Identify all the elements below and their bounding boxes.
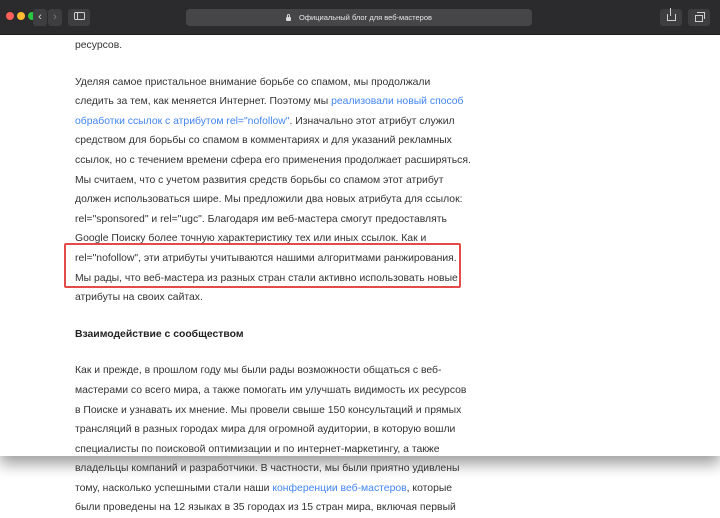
article-line: Мы считаем, что с учетом развития средств борьбы со спамом этот атрибут xyxy=(75,174,444,186)
article-line: должен использоваться шире. Мы предложили два новых атрибута для ссылок: xyxy=(75,194,463,206)
sidebar-toggle-button[interactable] xyxy=(68,9,90,26)
nofollow-link[interactable]: реализовали новый способ xyxy=(331,96,464,108)
article-line: ссылок, но с течением времени сфера его применения продолжает расширяться. xyxy=(75,154,471,166)
close-window-button[interactable] xyxy=(6,12,14,20)
article-line: владельцы компаний и разработчики. В частности, мы были приятно удивлены xyxy=(75,463,460,475)
forward-button[interactable]: › xyxy=(48,9,62,26)
article-line: Google Поиску более точную характеристику тех или иных ссылок. Как и xyxy=(75,233,427,245)
article-line: rel="nofollow", эти атрибуты учитываются нашими алгоритмами ранжирования. xyxy=(75,252,457,264)
article-text: следить за тем, как меняется Интернет. Поэтому мы xyxy=(75,96,332,108)
article-line: Уделяя самое пристальное внимание борьбе со спамом, мы продолжали xyxy=(75,76,431,88)
article-line: мастерами со всего мира, а также помогать им улучшать видимость их ресурсов xyxy=(75,384,467,396)
article-line xyxy=(75,92,465,112)
article-text: тому, насколько успешными стали наши xyxy=(75,482,273,494)
tabs-icon xyxy=(695,15,703,22)
tab-overview-button[interactable] xyxy=(688,9,710,26)
lock-icon xyxy=(286,17,291,21)
article-line: трансляций в разных городах мира для огромной аудитории, в которую вошли xyxy=(75,424,456,436)
article-line: Как и прежде, в прошлом году мы были рады возможности общаться с веб- xyxy=(75,365,442,377)
article-text: . Изначально этот атрибут служил xyxy=(289,115,455,127)
article-line: были проведены на 12 языках в 35 городах из 15 стран мира, включая первый xyxy=(75,502,456,514)
minimize-window-button[interactable] xyxy=(17,12,25,20)
highlighted-line: атрибуты на своих сайтах. xyxy=(75,292,203,304)
browser-toolbar xyxy=(0,0,720,35)
section-heading: Взаимодействие с сообществом xyxy=(75,328,244,340)
article-line xyxy=(75,112,465,132)
nofollow-link-cont[interactable]: обработки ссылок с атрибутом rel="nofollow" xyxy=(75,115,290,127)
highlight-box xyxy=(64,243,461,288)
article-text: , которые xyxy=(406,482,453,494)
article-line: ресурсов. xyxy=(75,40,123,51)
address-bar[interactable] xyxy=(186,9,532,26)
page-title: Официальный блог для веб-мастеров xyxy=(299,13,432,22)
article-line: средством для борьбы со спамом в комментариях и для указаний рекламных xyxy=(75,135,452,147)
back-button[interactable]: ‹ xyxy=(33,9,47,26)
article-line: в Поиске и узнавать их мнение. Мы провели свыше 150 консультаций и прямых xyxy=(75,404,462,416)
article-line: специалисты по поисковой оптимизации и по интернет-маркетингу, а также xyxy=(75,443,440,455)
share-icon xyxy=(667,14,676,21)
article-line: rel="sponsored" и rel="ugc". Благодаря им веб-мастера смогут предоставлять xyxy=(75,213,447,225)
highlighted-line: Мы рады, что веб-мастера из разных стран стали активно использовать новые xyxy=(75,272,458,284)
article-line xyxy=(75,479,465,499)
share-button[interactable] xyxy=(660,9,682,26)
webmaster-conference-link[interactable]: конференции веб-мастеров xyxy=(272,482,407,494)
sidebar-icon xyxy=(74,12,85,20)
